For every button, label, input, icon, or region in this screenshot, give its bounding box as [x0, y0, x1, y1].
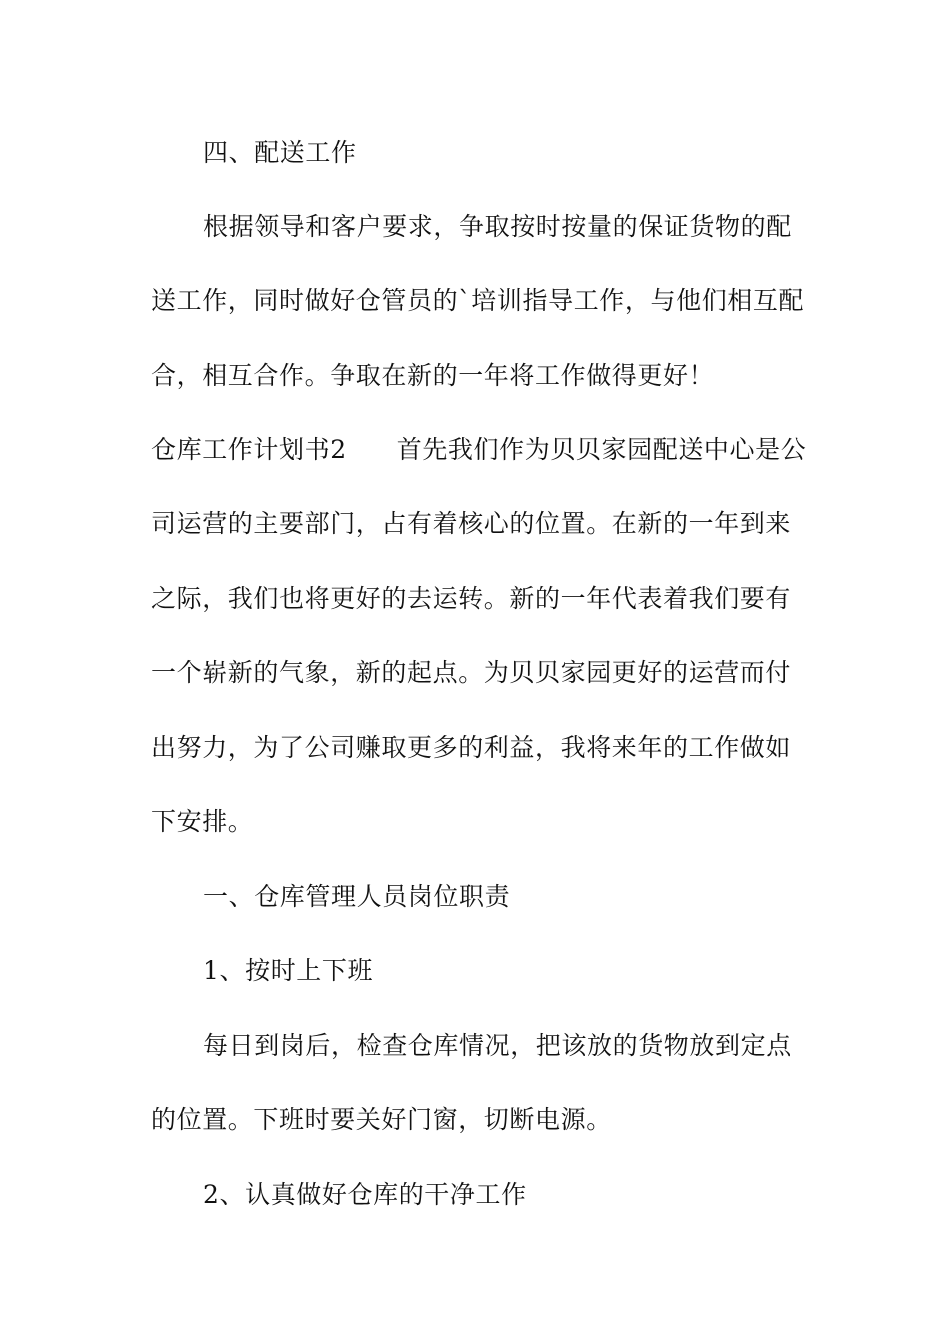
section-heading-delivery: 四、配送工作: [203, 138, 357, 167]
document-title: 仓库工作计划书2: [151, 435, 347, 464]
item-heading: 2、认真做好仓库的干净工作: [203, 1180, 527, 1209]
paragraph-line: 下安排。: [151, 807, 254, 836]
paragraph-line: 之际，我们也将更好的去运转。新的一年代表着我们要有: [151, 584, 792, 613]
paragraph-line: 的位置。下班时要关好门窗，切断电源。: [151, 1105, 612, 1134]
paragraph-line: 合，相互合作。争取在新的一年将工作做得更好！: [151, 361, 715, 390]
paragraph-text: 首先我们作为贝贝家园配送中心是公: [396, 435, 807, 464]
paragraph-line: 根据领导和客户要求，争取按时按量的保证货物的配: [203, 212, 792, 241]
paragraph-line: 出努力，为了公司赚取更多的利益，我将来年的工作做如: [151, 733, 792, 762]
plan-title-line: [151, 435, 806, 465]
paragraph-line: 司运营的主要部门，占有着核心的位置。在新的一年到来: [151, 509, 792, 538]
item-heading: 1、按时上下班: [203, 956, 374, 985]
paragraph-line: 每日到岗后，检查仓库情况，把该放的货物放到定点: [203, 1031, 792, 1060]
paragraph-line: 一个崭新的气象，新的起点。为贝贝家园更好的运营而付: [151, 658, 792, 687]
section-heading-duties: 一、仓库管理人员岗位职责: [203, 882, 511, 911]
paragraph-line: 送工作，同时做好仓管员的`培训指导工作，与他们相互配: [151, 286, 805, 315]
